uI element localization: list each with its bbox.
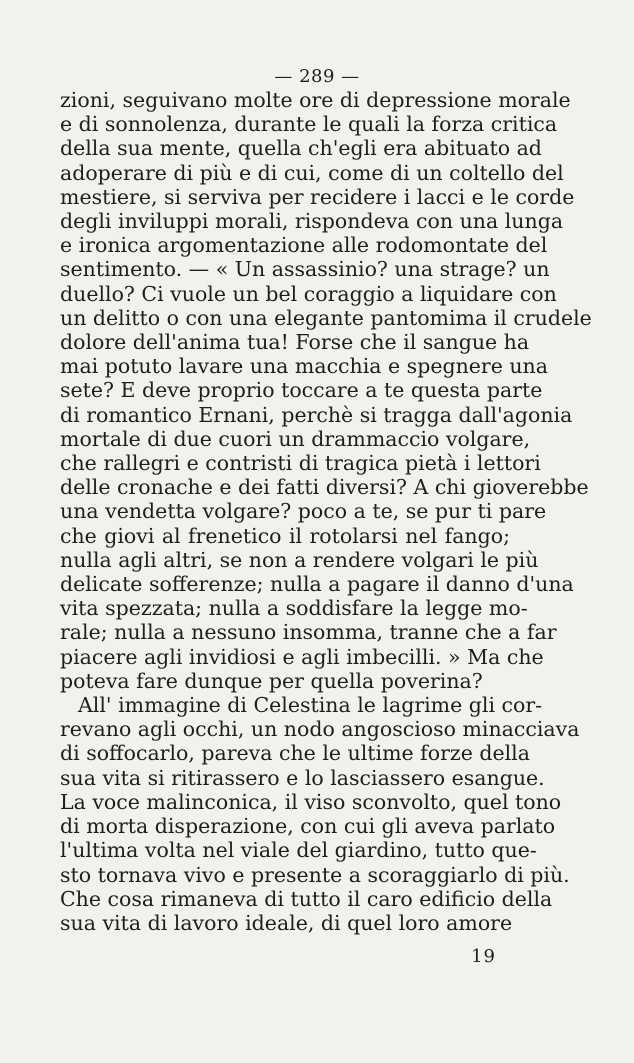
text-line: sete? E deve proprio toccare a te questa parte: [60, 378, 543, 403]
text-line: La voce malinconica, il viso sconvolto, quel tono: [60, 789, 562, 814]
text-line: rale; nulla a nessuno insomma, tranne che a far: [60, 620, 557, 645]
text-line: delicate sofferenze; nulla a pagare il danno d'una: [60, 572, 574, 597]
text-line: sua vita si ritirassero e lo lasciassero esangue.: [60, 765, 545, 790]
text-line: mortale di due cuori un drammaccio volgare,: [60, 426, 531, 451]
text-line: adoperare di più e di cui, come di un coltello del: [60, 160, 564, 185]
text-line: di soffocarlo, pareva che le ultime forze della: [60, 741, 530, 766]
text-line: dolore dell'anima tua! Forse che il sangue ha: [60, 330, 530, 355]
text-line: delle cronache e dei fatti diversi? A chi gioverebbe: [60, 475, 589, 500]
text-line: che rallegri e contristi di tragica pietà i lettori: [60, 451, 541, 476]
text-line: degli inviluppi morali, rispondeva con una lunga: [60, 209, 564, 234]
text-line: vita spezzata; nulla a soddisfare la legge mo-: [60, 596, 528, 621]
text-line: nulla agli altri, se non a rendere volgari le più: [60, 547, 539, 572]
text-line: duello? Ci vuole un bel coraggio a liquidare con: [60, 281, 557, 306]
text-line: sto tornava vivo e presente a scoraggiarlo di più.: [60, 862, 570, 887]
signature-mark: 19: [471, 946, 496, 967]
text-line: della sua mente, quella ch'egli era abituato ad: [60, 136, 542, 161]
text-line: poteva fare dunque per quella poverina?: [60, 668, 483, 693]
text-line: di morta disperazione, con cui gli aveva parlato: [60, 814, 556, 839]
text-line: Che cosa rimaneva di tutto il caro edificio della: [60, 886, 553, 911]
body-text: [60, 88, 592, 935]
page-number: — 289 —: [274, 66, 360, 87]
text-line: sua vita di lavoro ideale, di quel loro amore: [60, 910, 513, 935]
text-line: e di sonnolenza, durante le quali la forza critica: [60, 112, 558, 137]
text-line: revano agli occhi, un nodo angoscioso minacciava: [60, 717, 580, 742]
text-line: di romantico Ernani, perchè si tragga dall'agonia: [60, 402, 573, 427]
text-line: e ironica argomentazione alle rodomontate del: [60, 233, 548, 258]
text-line: All' immagine di Celestina le lagrime gli cor-: [78, 693, 543, 718]
text-line: mai potuto lavare una macchia e spegnere una: [60, 354, 548, 379]
text-line: un delitto o con una elegante pantomima il crudele: [60, 305, 592, 330]
text-line: sentimento. — « Un assassinio? una strage? un: [60, 257, 550, 282]
text-line: una vendetta volgare? poco a te, se pur ti pare: [60, 499, 547, 524]
text-line: piacere agli invidiosi e agli imbecilli. » Ma che: [60, 644, 544, 669]
text-line: mestiere, si serviva per recidere i lacci e le corde: [60, 184, 575, 209]
text-line: zioni, seguivano molte ore di depressione morale: [60, 88, 571, 112]
text-line: che giovi al frenetico il rotolarsi nel fango;: [60, 523, 510, 548]
text-line: l'ultima volta nel viale del giardino, tutto que-: [60, 838, 537, 863]
